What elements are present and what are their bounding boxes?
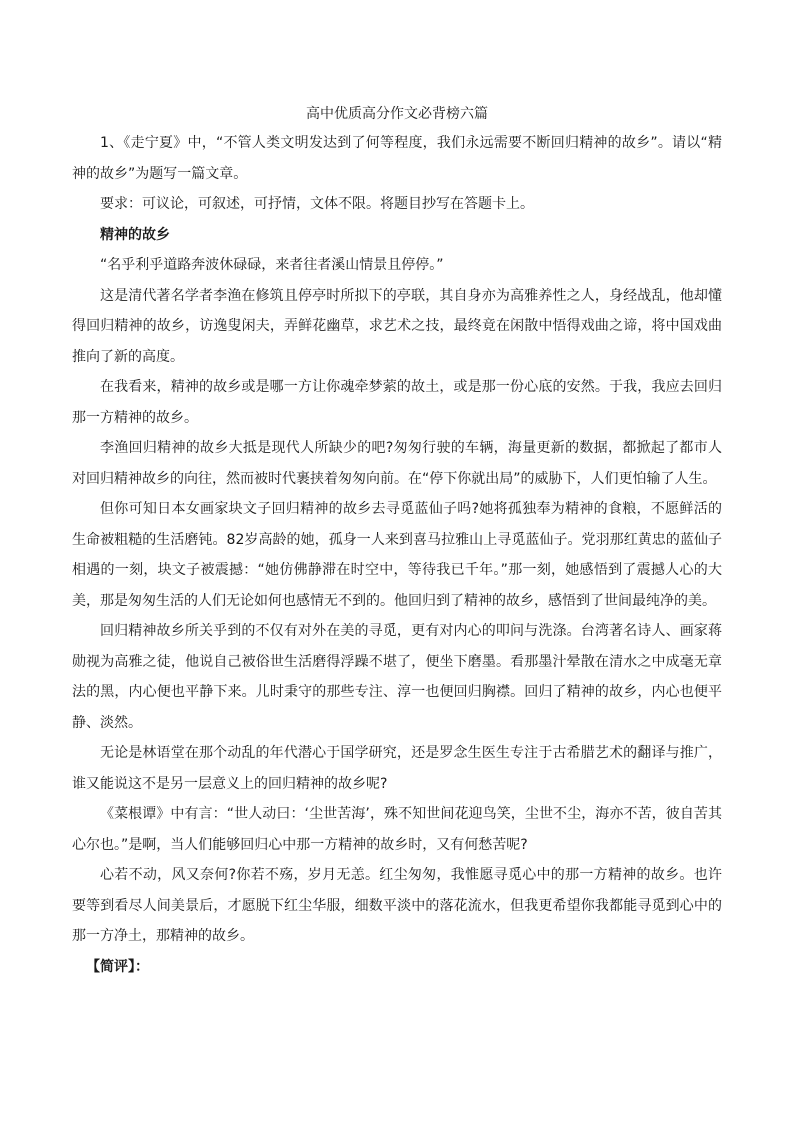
document-content [72,100,722,982]
essay-paragraph-4: 李渔回归精神的故乡大抵是现代人所缺少的吧?匆匆行驶的车辆，海量更新的数据，都掀起了都市人对回归精神故乡的向往，然而被时代裹挟着匆匆向前。在“停下你就出局”的威胁下，人们更怕输了人生。 [72,440,722,487]
essay-paragraph-5: 但你可知日本女画家块文子回归精神的故乡去寻觅蓝仙子吗?她将孤独奉为精神的食粮，不愿鲜活的生命被粗糙的生活磨钝。82岁高龄的她，孤身一人来到喜马拉雅山上寻觅蓝仙子。党羽那红黄忠的蓝仙子相遇的一刻，块文子被震撼：“她仿佛静滞在时空中，等待我已千年。”那一刻，她感悟到了震撼人心的大美，那是匆匆生活的人们无论如何也感情无不到的。他回归到了精神的故乡，感悟到了世间最纯净的美。 [72,501,722,609]
essay-paragraph-2: 这是清代著名学者李渔在修筑且停亭时所拟下的亭联，其自身亦为高雅养性之人，身经战乱，他却懂得回归精神的故乡，访逸叟闲夫，弄鲜花幽草，求艺术之技，最终竟在闲散中悟得戏曲之谛，将中国戏曲推向了新的高度。 [72,287,722,365]
essay-paragraph-9: 心若不动，风又奈何?你若不殇，岁月无恙。红尘匆匆，我惟愿寻觅心中的那一方精神的故乡。也许要等到看尽人间美景后，才愿脱下红尘华服，细数平淡中的落花流水，但我更希望你我都能寻觅到心中的那一方净土，那精神的故乡。 [72,867,722,944]
essay-paragraph-3: 在我看来，精神的故乡或是哪一方让你魂牵梦萦的故土，或是那一份心底的安然。于我，我应去回归那一方精神的故乡。 [72,379,722,426]
essay-paragraph-6: 回归精神故乡所关乎到的不仅有对外在美的寻觅，更有对内心的叩问与洗涤。台湾著名诗人、画家蒋勋视为高雅之徒，他说自己被俗世生活磨得浮躁不堪了，便坐下磨墨。看那墨汁晕散在清水之中成毫无章法的黑，内心便也平静下来。儿时秉守的那些专注、淳一也便回归胸襟。回归了精神的故乡，内心也便平静、淡然。 [72,623,722,731]
essay-paragraph-8: 《菜根谭》中有言：“世人动曰：‘尘世苦海’，殊不知世间花迎鸟笑，尘世不尘，海亦不苦，彼自苦其心尔也。”是啊，当人们能够回归心中那一方精神的故乡时，又有何愁苦呢? [72,806,722,853]
essay-title: 精神的故乡 [100,226,170,243]
essay-prompt: 1、《走宁夏》中，“不管人类文明发达到了何等程度，我们永远需要不断回归精神的故乡”。请以“精神的故乡”为题写一篇文章。 [72,135,722,182]
document-title: 高中优质高分作文必背榜六篇 [306,106,488,122]
essay-requirement: 要求：可议论，可叙述，可抒情，文体不限。将题目抄写在答题卡上。 [100,196,534,212]
essay-paragraph-7: 无论是林语堂在那个动乱的年代潜心于国学研究，还是罗念生医生专注于古希腊艺术的翻译与推广，谁又能说这不是另一层意义上的回归精神的故乡呢? [72,745,722,792]
review-label: 【简评】： [86,958,149,975]
essay-paragraph-1: “名乎利乎道路奔波休碌碌，来者往者溪山情景且停停。” [100,257,444,273]
